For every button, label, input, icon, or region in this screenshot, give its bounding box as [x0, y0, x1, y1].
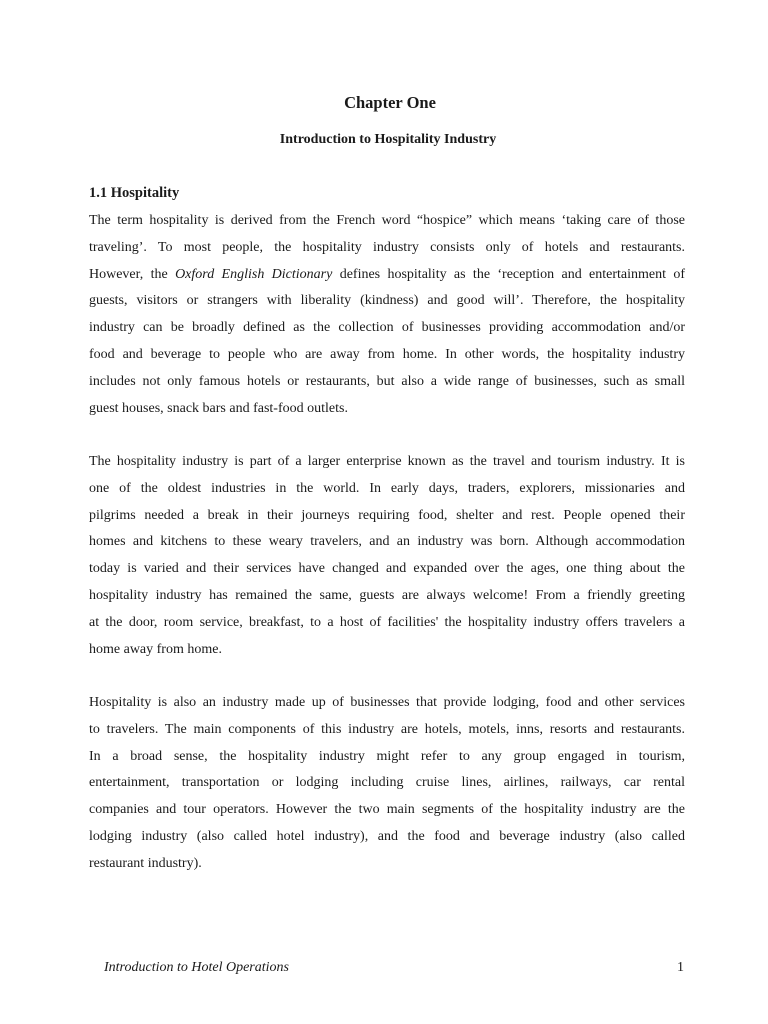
text-segment: companies and tour operators. However the two main segments of the hospitality industry are the: [89, 802, 685, 818]
text-segment: pilgrims needed a break in their journeys requiring food, shelter and rest. People opened their: [89, 507, 685, 523]
text-segment: guest houses, snack bars and fast-food outlets.: [89, 400, 348, 416]
page-number: 1: [677, 960, 684, 975]
text-segment: lodging industry (also called hotel industry), and the food and beverage industry (also called: [89, 828, 685, 844]
paragraph-line: [89, 208, 685, 235]
italic-text: Oxford English Dictionary: [175, 266, 333, 282]
paragraph: [89, 690, 685, 878]
text-segment: to travelers. The main components of this industry are hotels, motels, inns, resorts and restaurants.: [89, 721, 685, 737]
paragraph-line: [89, 288, 685, 315]
paragraph-line: [89, 476, 685, 503]
paragraph-line: [89, 637, 685, 664]
text-segment: food and beverage to people who are away from home. In other words, the hospitality industry: [89, 346, 685, 362]
text-segment: The term hospitality is derived from the French word “hospice” which means ‘taking care of those: [89, 213, 685, 228]
text-segment: at the door, room service, breakfast, to a host of facilities' the hospitality industry offers travelers a: [89, 614, 685, 630]
text-segment: The hospitality industry is part of a larger enterprise known as the travel and tourism industry. It is: [89, 454, 685, 469]
paragraph-line: [89, 851, 685, 878]
paragraph-line: [89, 744, 685, 771]
text-segment: traveling’. To most people, the hospitality industry consists only of hotels and restaurants.: [89, 239, 685, 255]
footer-title: Introduction to Hotel Operations: [104, 960, 289, 975]
text-segment: industry can be broadly defined as the collection of businesses providing accommodation and/or: [89, 320, 685, 336]
section-heading: 1.1 Hospitality: [89, 185, 180, 201]
text-segment: defines hospitality as the ‘reception and entertainment of: [332, 266, 686, 282]
paragraph-line: [89, 262, 685, 289]
paragraph-line: [89, 556, 685, 583]
paragraph-line: [89, 503, 685, 530]
text-segment: Hospitality is also an industry made up of businesses that provide lodging, food and other services: [89, 695, 685, 710]
paragraph-line: [89, 583, 685, 610]
text-segment: one of the oldest industries in the world. In early days, traders, explorers, missionaries and: [89, 480, 685, 496]
paragraph-line: [89, 717, 685, 744]
paragraph-line: [89, 610, 685, 637]
chapter-subtitle: Introduction to Hospitality Industry: [279, 132, 497, 147]
paragraph-line: [89, 797, 685, 824]
text-segment: guests, visitors or strangers with liberality (kindness) and good will’. Therefore, the hospitality: [89, 293, 685, 309]
paragraph-line: [89, 369, 685, 396]
paragraph-line: [89, 770, 685, 797]
text-segment: However, the: [89, 266, 176, 282]
paragraph-line: [89, 449, 685, 476]
text-segment: restaurant industry).: [89, 855, 202, 871]
paragraph: [89, 449, 685, 663]
text-segment: hospitality industry has remained the same, guests are always welcome! From a friendly greeting: [89, 587, 685, 603]
paragraph-line: [89, 235, 685, 262]
paragraph-line: [89, 529, 685, 556]
text-segment: In a broad sense, the hospitality industry might refer to any group engaged in tourism,: [89, 748, 685, 764]
paragraph-line: [89, 396, 685, 423]
paragraph-line: [89, 824, 685, 851]
text-segment: home away from home.: [89, 641, 222, 657]
paragraph-line: [89, 690, 685, 717]
text-segment: includes not only famous hotels or restaurants, but also a wide range of businesses, such as small: [89, 373, 685, 389]
text-segment: today is varied and their services have changed and expanded over the ages, one thing about the: [89, 561, 685, 577]
paragraph-line: [89, 315, 685, 342]
text-segment: homes and kitchens to these weary travelers, and an industry was born. Although accommodation: [89, 534, 685, 550]
paragraph: [89, 208, 685, 422]
text-segment: entertainment, transportation or lodging including cruise lines, airlines, railways, car rental: [89, 775, 685, 791]
chapter-title: Chapter One: [344, 93, 436, 112]
paragraph-line: [89, 342, 685, 369]
